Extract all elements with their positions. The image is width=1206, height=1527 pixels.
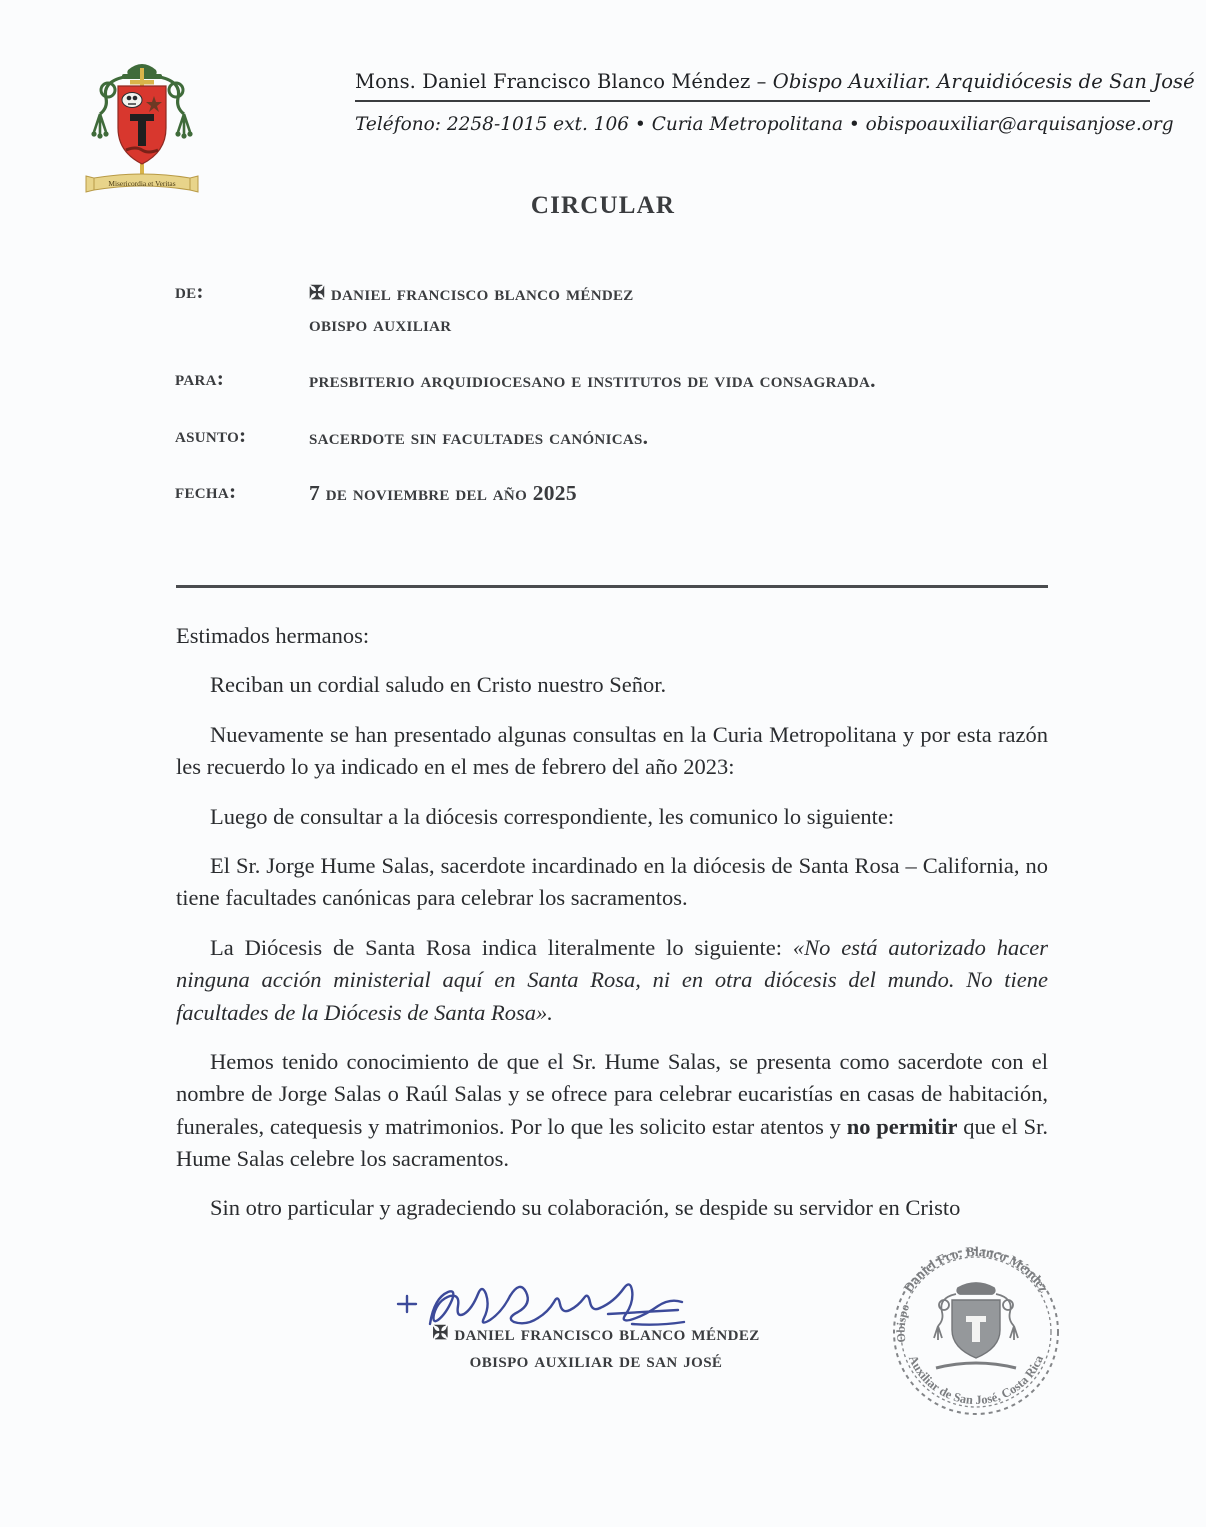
seal-left-text: Obispo: [893, 1302, 913, 1344]
letterhead: [0, 48, 1206, 213]
coat-of-arms-icon: [78, 52, 206, 200]
memo-value-de: [309, 278, 1050, 339]
memo-label-asunto: asunto:: [175, 422, 247, 447]
cross-icon: ✠: [309, 283, 326, 304]
memo-de-role: obispo auxiliar: [309, 311, 452, 336]
memo-label-fecha: fecha:: [175, 479, 237, 504]
signature-name: [336, 1320, 856, 1347]
svg-text:Auxiliar de San José, Costa Ri: [906, 1353, 1047, 1407]
memo-value-asunto: sacerdote sin facultades canónicas.: [309, 424, 649, 449]
body-paragraph-1: Reciban un cordial saludo en Cristo nuestro Señor.: [210, 672, 667, 698]
body-paragraph-3: Luego de consultar a la diócesis correspondiente, les comunico lo siguiente:: [210, 803, 895, 829]
body-paragraph-5-lead: La Diócesis de Santa Rosa indica literalmente lo siguiente:: [210, 934, 793, 960]
official-seal-stamp: [876, 1232, 1076, 1422]
letterhead-name-prefix: Mons. Daniel Francisco Blanco Méndez –: [355, 70, 773, 93]
memo-label-para: para:: [175, 366, 225, 391]
letterhead-text: [355, 70, 1195, 135]
body-paragraph-4: El Sr. Jorge Hume Salas, sacerdote incardinado en la diócesis de Santa Rosa – California, no tiene facultades canónicas para celebrar los sacramentos.: [176, 852, 1048, 911]
signature-names: [336, 1320, 856, 1375]
memo-row-para: [175, 365, 1050, 396]
letterhead-name-italic: Obispo Auxiliar. Arquidiócesis de San José: [772, 70, 1195, 93]
letterhead-divider: [355, 100, 1150, 102]
signature-name-text: daniel francisco blanco méndez: [454, 1321, 760, 1345]
memo-row-fecha: [175, 478, 1050, 509]
memo-row-asunto: [175, 422, 1050, 453]
memo-value-fecha: 7 de noviembre del año 2025: [309, 481, 577, 506]
body-paragraph-7: Sin otro particular y agradeciendo su colaboración, se despide su servidor en Cristo: [210, 1195, 961, 1221]
body-paragraph-6-part2: que el Sr. Hume Salas celebre los sacramentos.: [176, 1113, 1048, 1172]
body-paragraph-5-quote: «No está autorizado hacer ninguna acción ministerial aquí en Santa Rosa, ni en otra diócesis del mundo. No tiene facultades de la Diócesis de Santa Rosa».: [176, 934, 1048, 1025]
letterhead-name-line: [355, 70, 1195, 93]
signature-block: [176, 1243, 1052, 1448]
body-paragraph-2: Nuevamente se han presentado algunas consultas en la Curia Metropolitana y por esta razón les recuerdo lo ya indicado en el mes de febrero del año 2023:: [176, 721, 1048, 780]
seal-bottom-text: Auxiliar de San José, Costa Rica: [905, 1353, 1047, 1408]
body-paragraph-6-emphasis: no permitir: [846, 1113, 958, 1139]
memo-header-block: [175, 278, 1050, 535]
body-paragraph-6: [176, 1046, 1048, 1176]
body-paragraph-5: [176, 932, 1048, 1029]
memo-value-para: presbiterio arquidiocesano e institutos de vida consagrada.: [309, 368, 876, 393]
body-paragraph-6-part1: Hemos tenido conocimiento de que el Sr. Hume Salas, se presenta como sacerdote con el nombre de Jorge Salas o Raúl Salas y se ofrece para celebrar eucaristías en casas de habitación, funerales, catequesis y matrimonios. Por lo que les solicito estar atentos y: [176, 1048, 1048, 1139]
memo-row-de: [175, 278, 1050, 339]
letterhead-contact-line: Teléfono: 2258-1015 ext. 106 • Curia Metropolitana • obispoauxiliar@arquisanjose.org: [355, 114, 1174, 135]
section-divider: [176, 585, 1048, 588]
seal-top-text: Daniel Fco. Blanco Méndez: [900, 1243, 1052, 1296]
crest-motto-text: Misericordia et Veritas: [108, 179, 176, 188]
memo-label-de: de:: [175, 279, 204, 303]
memo-de-name: daniel francisco blanco méndez: [330, 281, 634, 305]
letter-body: [176, 620, 1048, 1242]
body-salutation: Estimados hermanos:: [176, 623, 370, 648]
cross-icon: ✠: [432, 1323, 449, 1344]
page-title: CIRCULAR: [530, 192, 676, 219]
signature-role: obispo auxiliar de san josé: [469, 1348, 723, 1373]
